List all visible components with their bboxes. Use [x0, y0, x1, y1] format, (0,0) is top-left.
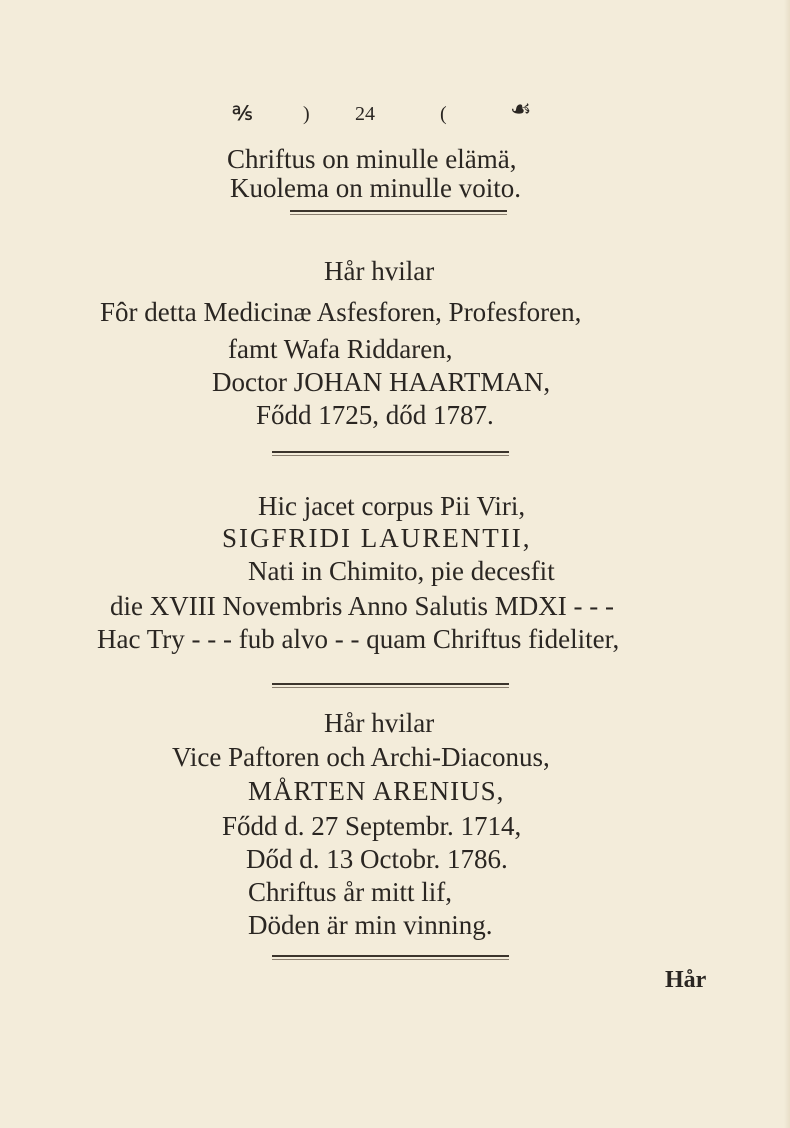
- left-ornament: ℁: [232, 103, 253, 125]
- laurentii-line-2: SIGFRIDI LAURENTII,: [222, 523, 532, 553]
- arenius-line-3: Fődd d. 27 Septembr. 1714,: [222, 811, 522, 841]
- haartman-line-2: famt Wafa Riddaren,: [228, 334, 453, 364]
- haartman-line-4: Fődd 1725, dőd 1787.: [256, 400, 494, 430]
- laurentii-line-1: Hic jacet corpus Pii Viri,: [258, 491, 526, 521]
- divider-2: [272, 451, 509, 453]
- arenius-intro: Hår hvilar: [324, 708, 435, 738]
- arenius-line-1: Vice Paftoren och Archi-Diaconus,: [172, 742, 550, 772]
- haartman-line-1: Fôr detta Medicinæ Asfesforen, Profesforen,: [100, 297, 582, 327]
- arenius-line-6: Döden är min vinning.: [248, 910, 493, 940]
- laurentii-line-3: Nati in Chimito, pie decesfit: [248, 556, 555, 586]
- haartman-intro: Hår hvilar: [324, 256, 435, 286]
- header-right-paren: (: [440, 103, 447, 125]
- epitaph-line-1: Chriftus on minulle elämä,: [227, 144, 517, 174]
- divider-1: [290, 210, 507, 212]
- page-edge: [784, 0, 790, 1128]
- arenius-line-2: MÅRTEN ARENIUS,: [248, 776, 505, 806]
- arenius-line-5: Chriftus år mitt lif,: [248, 877, 452, 907]
- haartman-line-3: Doctor JOHAN HAARTMAN,: [212, 367, 551, 397]
- laurentii-line-5: Hac Try - - - fub alvo - - quam Chriftus fideliter,: [97, 624, 620, 654]
- laurentii-line-4: die XVIII Novembris Anno Salutis MDXI - - -: [110, 591, 614, 621]
- arenius-line-4: Dőd d. 13 Octobr. 1786.: [246, 844, 508, 874]
- divider-3: [272, 683, 509, 685]
- catchword: Hår: [665, 967, 707, 993]
- header-left-paren: ): [303, 103, 310, 125]
- page-number: 24: [355, 103, 375, 125]
- epitaph-line-2: Kuolema on minulle voito.: [230, 173, 521, 203]
- divider-4: [272, 955, 509, 957]
- right-ornament: ☙: [510, 97, 532, 123]
